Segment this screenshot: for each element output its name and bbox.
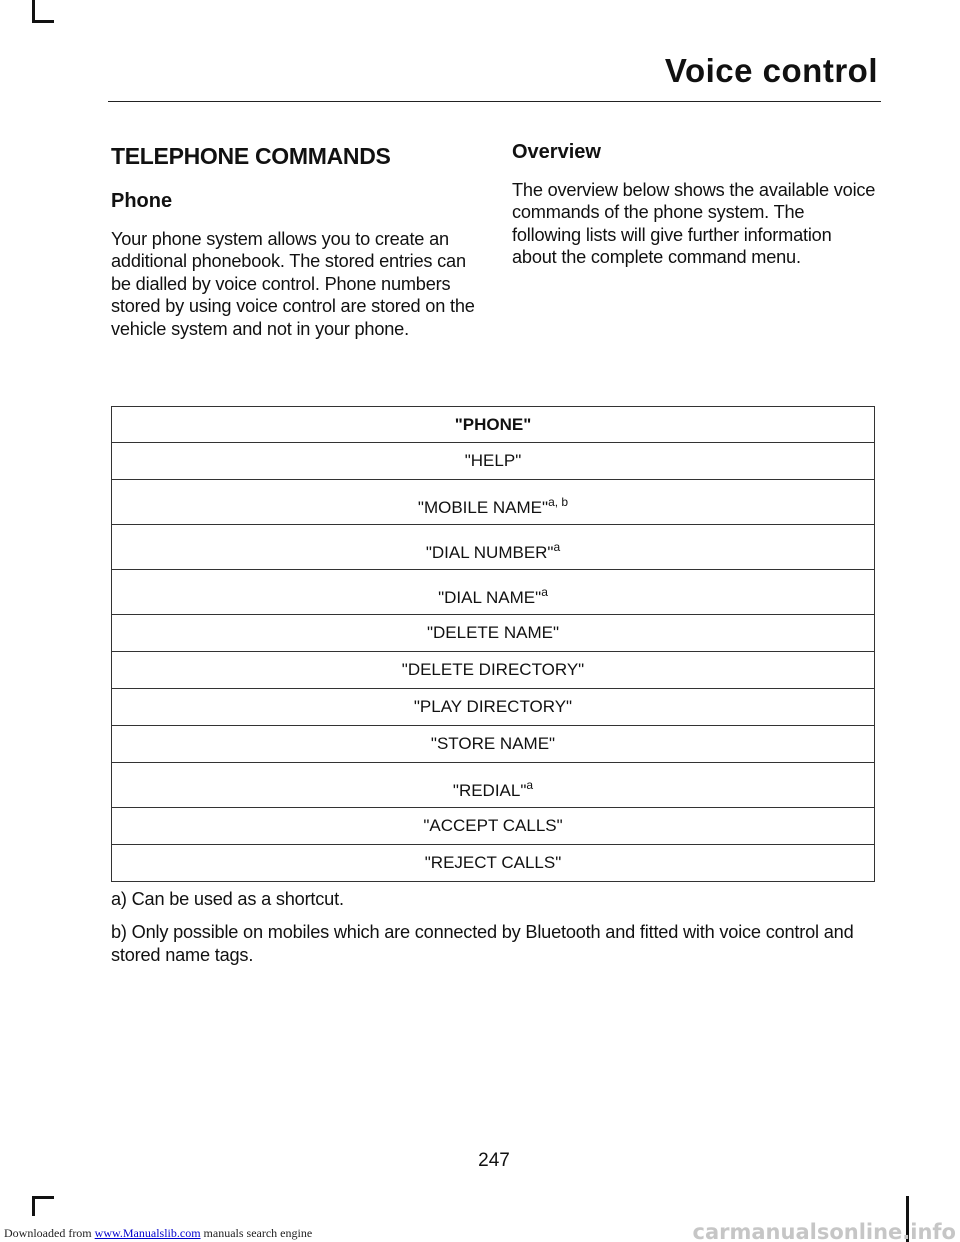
command-text: "PLAY DIRECTORY": [413, 697, 573, 716]
page-number: 247: [478, 1150, 510, 1171]
footnote-marker: a, b: [548, 494, 569, 509]
command-text: "DIAL NUMBER": [425, 542, 554, 562]
command-cell: [112, 763, 875, 808]
table-row: [112, 525, 875, 570]
command-text: "DIAL NAME": [438, 587, 542, 607]
command-cell: [112, 443, 875, 480]
command-text: "REDIAL": [452, 780, 527, 800]
crop-mark-bottom-left-h: [32, 1196, 54, 1199]
command-text: "ACCEPT CALLS": [423, 816, 563, 835]
table-row: [112, 763, 875, 808]
footnote-a: a) Can be used as a shortcut.: [111, 889, 344, 909]
crop-mark-top-left-h: [32, 20, 54, 23]
command-cell: [112, 615, 875, 652]
table-row: [112, 652, 875, 689]
header-divider: [108, 101, 881, 102]
left-column: [111, 141, 475, 340]
phone-paragraph: Your phone system allows you to create an additional phonebook. The stored entries can be dialled by voice control. Phone numbers stored by using voice control are stored on the vehicle system and not in your phone.: [111, 229, 475, 339]
command-cell: [112, 689, 875, 726]
command-text: "DELETE DIRECTORY": [401, 660, 585, 679]
table-header-cell: "PHONE": [112, 407, 875, 443]
command-cell: [112, 845, 875, 882]
download-bar: [4, 1226, 312, 1241]
crop-mark-top-left-v: [32, 0, 35, 22]
right-column: [512, 141, 876, 269]
table-row: [112, 845, 875, 882]
phone-command-table: [111, 406, 875, 882]
table-row: [112, 808, 875, 845]
section-heading: TELEPHONE COMMANDS: [111, 143, 391, 169]
footnote-marker: a: [526, 777, 534, 792]
command-cell: [112, 525, 875, 570]
command-text: "HELP": [464, 451, 522, 470]
command-cell: [112, 652, 875, 689]
table-row: [112, 689, 875, 726]
command-text: "DELETE NAME": [426, 623, 560, 642]
table-row: [112, 480, 875, 525]
table-row: [112, 615, 875, 652]
overview-paragraph: The overview below shows the available voice commands of the phone system. The following lists will give further information about the complete command menu.: [512, 180, 876, 268]
command-text: "REJECT CALLS": [424, 853, 562, 872]
table-row: [112, 570, 875, 615]
overview-subheading: Overview: [512, 141, 601, 163]
watermark-text: carmanualsonline.info: [692, 1220, 956, 1242]
manualslib-link[interactable]: www.Manualslib.com: [94, 1226, 201, 1240]
command-cell: [112, 808, 875, 845]
footnote-marker: a: [553, 539, 561, 554]
command-text: "MOBILE NAME": [417, 497, 549, 517]
table-row: [112, 443, 875, 480]
command-text: "STORE NAME": [430, 734, 556, 753]
table-header-row: [112, 407, 875, 443]
footnote-b: b) Only possible on mobiles which are connected by Bluetooth and fitted with voice control and stored name tags.: [111, 922, 854, 965]
crop-mark-bottom-left-v: [32, 1196, 35, 1216]
phone-subheading: Phone: [111, 190, 173, 212]
command-cell: [112, 480, 875, 525]
footnotes: [111, 888, 881, 966]
download-prefix: Downloaded from: [4, 1226, 95, 1240]
download-suffix: manuals search engine: [200, 1226, 313, 1240]
page-title: Voice control: [664, 52, 878, 89]
command-cell: [112, 726, 875, 763]
table-row: [112, 726, 875, 763]
command-cell: [112, 570, 875, 615]
footnote-marker: a: [541, 584, 548, 599]
